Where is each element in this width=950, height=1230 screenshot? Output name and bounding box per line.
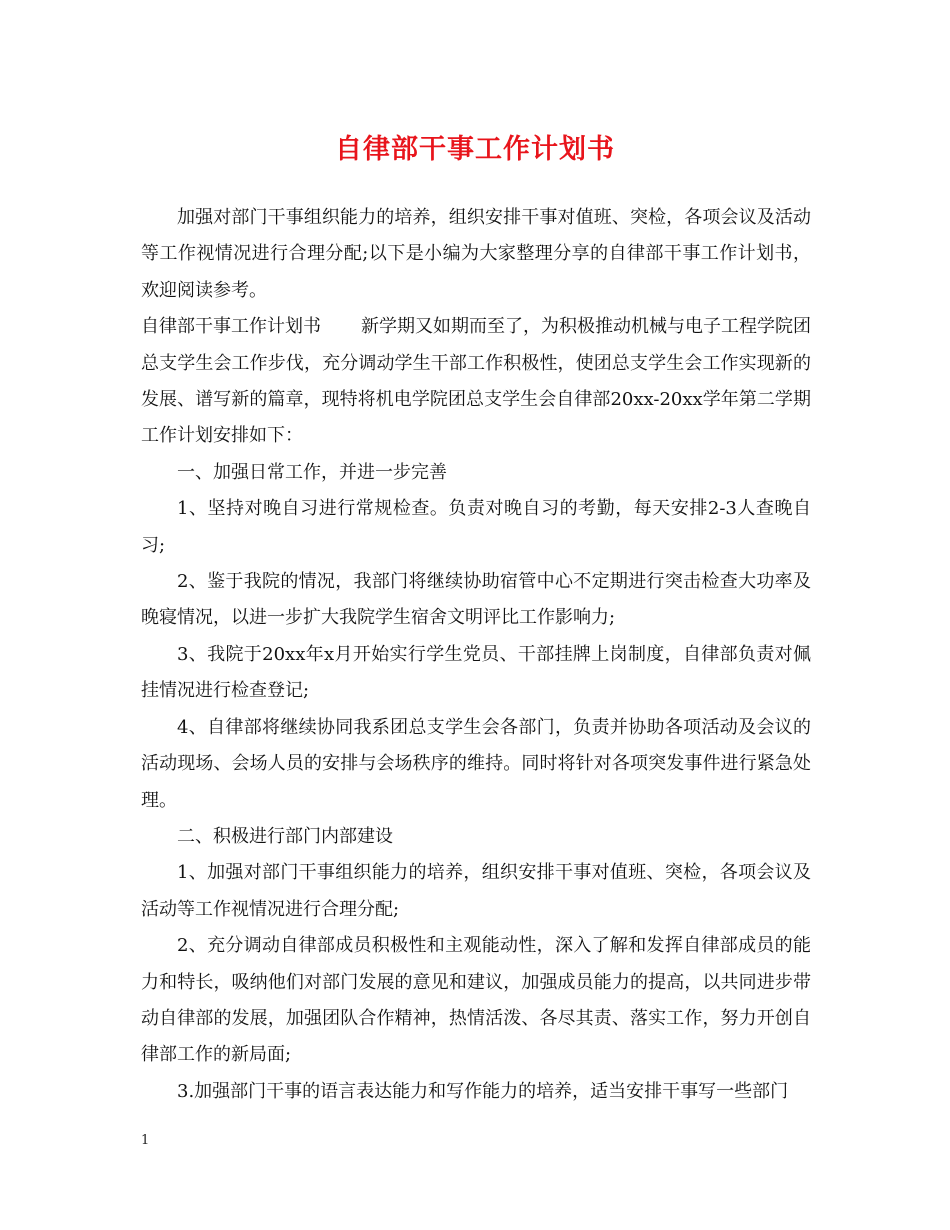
- document-body: [141, 200, 811, 1110]
- section-heading-2: 二、积极进行部门内部建设: [177, 825, 393, 847]
- paragraph-intro: 加强对部门干事组织能力的培养，组织安排干事对值班、突检，各项会议及活动等工作视情况进行合理分配;以下是小编为大家整理分享的自律部干事工作计划书，欢迎阅读参考。: [141, 207, 811, 301]
- list-item: 1、加强对部门干事组织能力的培养，组织安排干事对值班、突检，各项会议及活动等工作视情况进行合理分配;: [141, 862, 811, 920]
- paragraph-overview: [141, 309, 811, 455]
- list-item: 1、坚持对晚自习进行常规检查。负责对晚自习的考勤，每天安排2-3人查晚自习;: [141, 498, 811, 556]
- overview-text: 新学期又如期而至了，为积极推动机械与电子工程学院团总支学生会工作步伐，充分调动学生干部工作积极性，使团总支学生会工作实现新的发展、谱写新的篇章，现特将机电学院团总支学生会自律部20xx-20xx学年第二学期工作计划安排如下：: [141, 316, 811, 447]
- document-title: 自律部干事工作计划书: [335, 134, 615, 165]
- list-item: 2、充分调动自律部成员积极性和主观能动性，深入了解和发挥自律部成员的能力和特长，吸纳他们对部门发展的意见和建议，加强成员能力的提高，以共同进步带动自律部的发展，加强团队合作精神，热情活泼、各尽其责、落实工作，努力开创自律部工作的新局面;: [141, 935, 811, 1066]
- section-heading-1: 一、加强日常工作，并进一步完善: [177, 461, 447, 483]
- list-item: 2、鉴于我院的情况，我部门将继续协助宿管中心不定期进行突击检查大功率及晚寝情况，以进一步扩大我院学生宿舍文明评比工作影响力;: [141, 571, 811, 629]
- list-item: 4、自律部将继续协同我系团总支学生会各部门，负责并协助各项活动及会议的活动现场、会场人员的安排与会场秩序的维持。同时将针对各项突发事件进行紧急处理。: [141, 716, 811, 811]
- inline-heading: 自律部干事工作计划书: [141, 316, 321, 338]
- page-number: 1: [141, 1133, 150, 1148]
- list-item: 3、我院于20xx年x月开始实行学生党员、干部挂牌上岗制度，自律部负责对佩挂情况进行检查登记;: [141, 643, 811, 702]
- list-item: 3.加强部门干事的语言表达能力和写作能力的培养，适当安排干事写一些部门: [177, 1080, 789, 1102]
